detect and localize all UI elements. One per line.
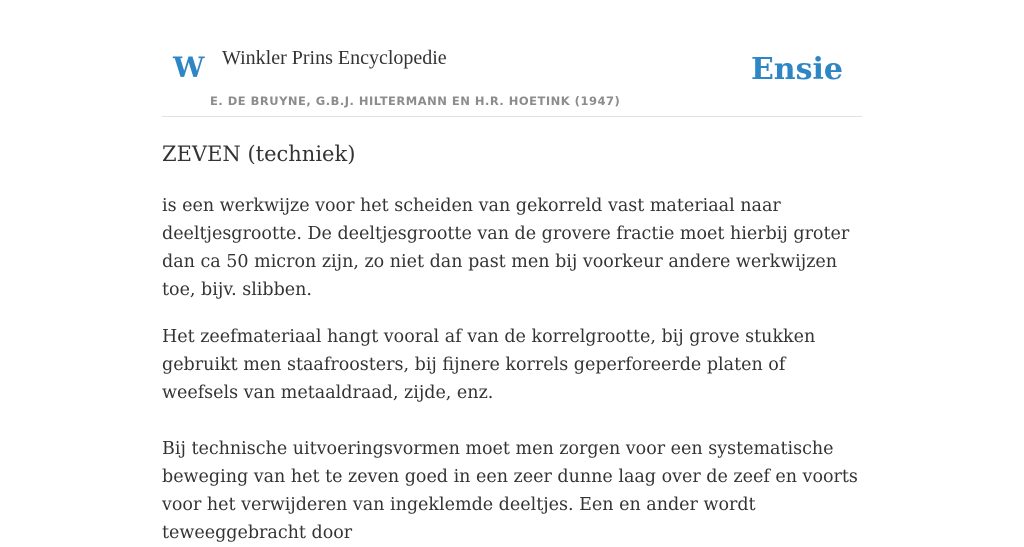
authors-line: E. DE BRUYNE, G.B.J. HILTERMANN EN H.R. HOETINK (1947)	[210, 94, 621, 108]
site-title[interactable]: Winkler Prins Encyclopedie	[222, 47, 447, 69]
ensie-brand-logo[interactable]: Ensie	[750, 52, 843, 87]
article-paragraph: Het zeefmateriaal hangt vooral af van de korrelgrootte, bij grove stukken gebruikt men staafroosters, bij fijnere korrels geperforeerde platen of weefsels van metaaldraad, zijde, enz.	[162, 327, 816, 403]
article	[162, 136, 862, 547]
site-header	[162, 0, 862, 117]
winkler-prins-logo[interactable]: W	[173, 51, 205, 84]
article-paragraph: is een werkwijze voor het scheiden van gekorreld vast materiaal naar deeltjesgrootte. De deeltjesgrootte van de grovere fractie moet hierbij groter dan ca 50 micron zijn, zo niet dan past men bij voorkeur andere werkwijzen toe, bijv. slibben.	[162, 196, 850, 300]
article-paragraph: Bij technische uitvoeringsvormen moet men zorgen voor een systematische beweging van het te zeven goed in een zeer dunne laag over de zeef en voorts voor het verwijderen van ingeklemde deeltjes. Een en ander wordt teweeggebracht door	[162, 439, 858, 543]
article-title: ZEVEN (techniek)	[162, 142, 356, 166]
